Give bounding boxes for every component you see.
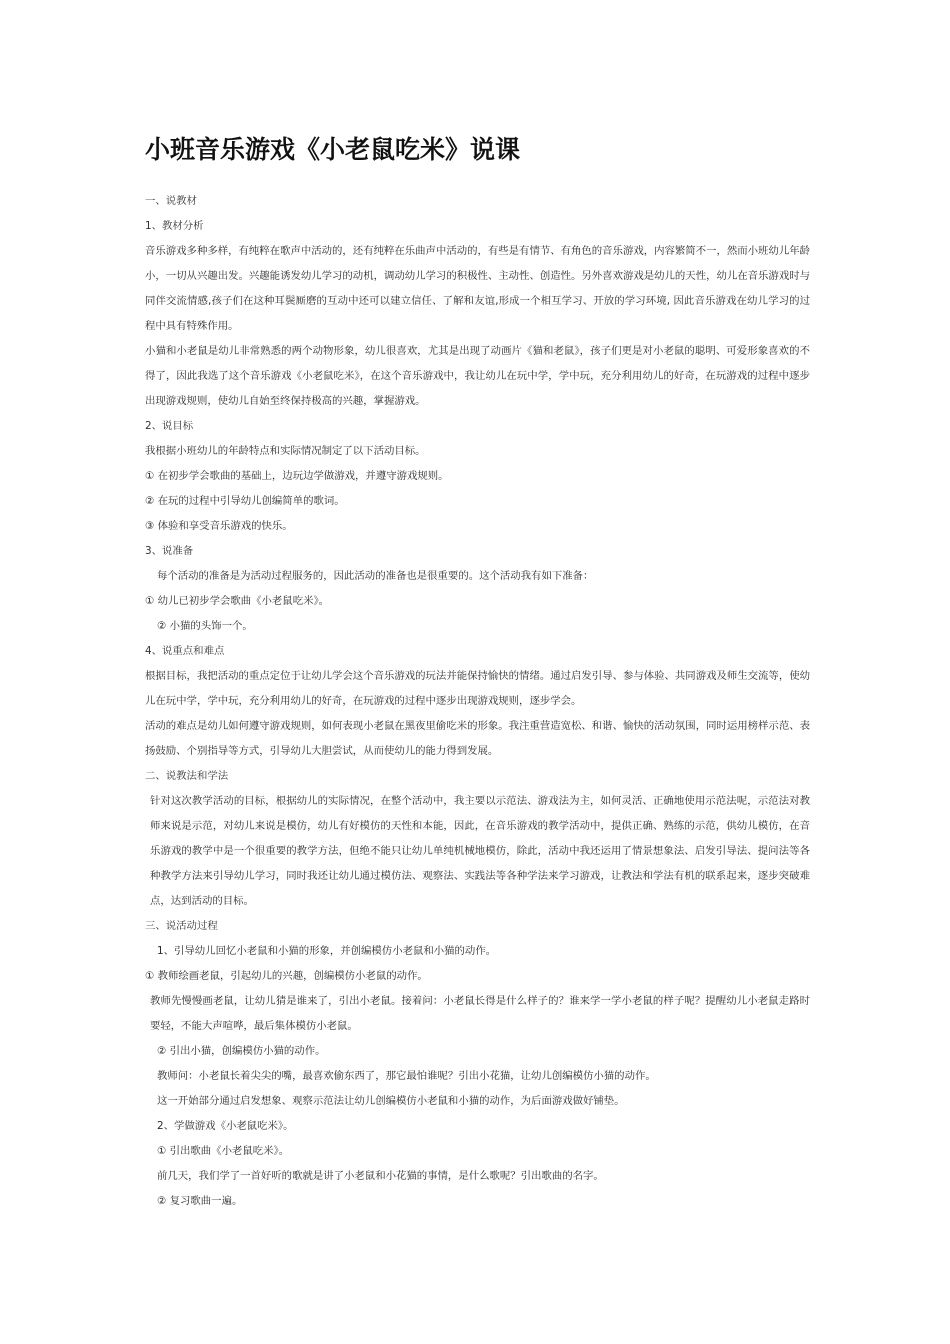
- paragraph: 音乐游戏多种多样，有纯粹在歌声中活动的，还有纯粹在乐曲声中活动的，有些是有情节、有角色的音乐游戏，内容繁简不一，然而小班幼儿年龄小，一切从兴趣出发。兴趣能诱发幼儿学习的动机，调动幼儿学习的积极性、主动性、创造性。另外喜欢游戏是幼儿的天性，幼儿在音乐游戏时与同伴交流情感,孩子们在这种耳鬓厮磨的互动中还可以建立信任、了解和友谊,形成一个相互学习、开放的学习环境, 因此音乐游戏在幼儿学习的过程中具有特殊作用。: [145, 245, 810, 332]
- list-item: ① 在初步学会歌曲的基础上，边玩边学做游戏，并遵守游戏规则。: [145, 470, 449, 482]
- paragraph: 根据目标，我把活动的重点定位于让幼儿学会这个音乐游戏的玩法并能保持愉快的情绪。通过启发引导、参与体验、共同游戏及师生交流等，使幼儿在玩中学，学中玩，充分利用幼儿的好奇，在玩游戏的过程中逐步出现游戏规则，逐步学会。: [145, 670, 810, 707]
- paragraph: 我根据小班幼儿的年龄特点和实际情况制定了以下活动目标。: [145, 445, 426, 457]
- subsection-heading: 1、教材分析: [145, 220, 204, 232]
- section-heading: 三、说活动过程: [145, 920, 218, 932]
- list-item: ② 引出小猫，创编模仿小猫的动作。: [157, 1045, 326, 1057]
- paragraph: 小猫和小老鼠是幼儿非常熟悉的两个动物形象，幼儿很喜欢，尤其是出现了动画片《猫和老鼠》，孩子们更是对小老鼠的聪明、可爱形象喜欢的不得了，因此我选了这个音乐游戏《小老鼠吃米》，在这个音乐游戏中，我让幼儿在玩中学，学中玩，充分利用幼儿的好奇，在玩游戏的过程中逐步出现游戏规则，使幼儿自始至终保持极高的兴趣，掌握游戏。: [145, 345, 810, 407]
- document-title: 小班音乐游戏《小老鼠吃米》说课: [145, 135, 521, 164]
- subsection-heading: 2、说目标: [145, 420, 194, 432]
- section-heading: 二、说教法和学法: [145, 770, 229, 782]
- paragraph: 前几天，我们学了一首好听的歌就是讲了小老鼠和小花猫的事情，是什么歌呢？引出歌曲的名字。: [157, 1170, 604, 1182]
- list-item: ③ 体验和享受音乐游戏的快乐。: [145, 520, 293, 532]
- section-heading: 一、说教材: [145, 195, 197, 207]
- paragraph: 教师先慢慢画老鼠，让幼儿猜是谁来了，引出小老鼠。接着问：小老鼠长得是什么样子的？谁来学一学小老鼠的样子呢？提醒幼儿小老鼠走路时要轻，不能大声喧哗，最后集体模仿小老鼠。: [150, 995, 810, 1032]
- paragraph: 教师问：小老鼠长着尖尖的嘴，最喜欢偷东西了，那它最怕谁呢？引出小花猫，让幼儿创编模仿小猫的动作。: [157, 1070, 656, 1082]
- step-heading: 2、学做游戏《小老鼠吃米》。: [157, 1120, 294, 1132]
- subsection-heading: 4、说重点和难点: [145, 645, 225, 657]
- list-item: ① 教师绘画老鼠，引起幼儿的兴趣，创编模仿小老鼠的动作。: [145, 970, 428, 982]
- step-heading: 1、引导幼儿回忆小老鼠和小猫的形象，并创编模仿小老鼠和小猫的动作。: [157, 945, 497, 957]
- list-item: ② 复习歌曲一遍。: [157, 1195, 243, 1207]
- list-item: ② 小猫的头饰一个。: [157, 620, 253, 632]
- subsection-heading: 3、说准备: [145, 545, 194, 557]
- paragraph: 这一开始部分通过启发想象、观察示范法让幼儿创编模仿小老鼠和小猫的动作，为后面游戏做好铺垫。: [157, 1095, 625, 1107]
- paragraph: 针对这次教学活动的目标，根据幼儿的实际情况，在整个活动中，我主要以示范法、游戏法为主，如何灵活、正确地使用示范法呢，示范法对教师来说是示范，对幼儿来说是模仿，幼儿有好模仿的天性和本能，因此，在音乐游戏的教学活动中，提供正确、熟练的示范，供幼儿模仿，在音乐游戏的教学中是一个很重要的教学方法，但绝不能只让幼儿单纯机械地模仿，除此，活动中我还运用了情景想象法、启发引导法、提问法等各种教学方法来引导幼儿学习，同时我还让幼儿通过模仿法、观察法、实践法等各种学法来学习游戏，让教法和学法有机的联系起来，逐步突破难点，达到活动的目标。: [150, 795, 810, 907]
- list-item: ① 幼儿已初步学会歌曲《小老鼠吃米》。: [145, 595, 330, 607]
- paragraph: 活动的难点是幼儿如何遵守游戏规则，如何表现小老鼠在黑夜里偷吃米的形象。我注重营造宽松、和谐、愉快的活动氛围，同时运用榜样示范、表扬鼓励、个别指导等方式，引导幼儿大胆尝试，从而使幼儿的能力得到发展。: [145, 720, 810, 757]
- document-body: [145, 189, 810, 1214]
- list-item: ① 引出歌曲《小老鼠吃米》。: [157, 1145, 290, 1157]
- paragraph: 每个活动的准备是为活动过程服务的，因此活动的准备也是很重要的。这个活动我有如下准备：: [157, 570, 594, 582]
- list-item: ② 在玩的过程中引导幼儿创编简单的歌词。: [145, 495, 345, 507]
